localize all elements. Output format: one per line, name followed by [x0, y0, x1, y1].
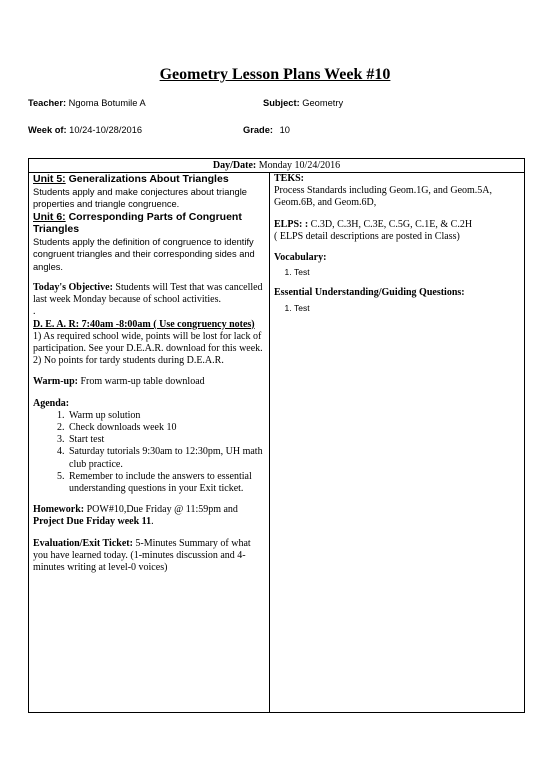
column-divider: [269, 172, 270, 712]
dear-heading: D. E. A. R: 7:40am -8:00am ( Use congruency notes): [33, 318, 255, 330]
objective-text: Students will Test that was cancelled last week Monday because of school activities.: [33, 282, 263, 306]
left-column: [33, 173, 267, 574]
subject-label: Subject:: [263, 98, 300, 108]
evaluation-text: 5-Minutes Summary of what you have learned today. (1-minutes discussion and 4-minutes writing at level-0 voices): [33, 537, 251, 574]
grade-field: [243, 125, 290, 135]
homework-label: Homework:: [33, 504, 85, 516]
objective: [33, 282, 267, 306]
warmup-text: From warm-up table download: [80, 376, 205, 388]
dot-line: .: [33, 306, 36, 318]
day-date-value: Monday 10/24/2016: [258, 160, 341, 171]
unit6-description: Students apply the definition of congruence to identify congruent triangles and their corresponding sides and angles.: [33, 236, 255, 272]
teacher-label: Teacher:: [28, 98, 67, 108]
essential-question-item: 1. Test: [294, 302, 522, 314]
essential-questions-list: [274, 302, 522, 314]
homework-end: .: [151, 516, 154, 528]
warmup: [33, 376, 267, 388]
agenda-item: 2. Check downloads week 10: [67, 422, 267, 434]
evaluation-label: Evaluation/Exit Ticket:: [33, 537, 133, 549]
teacher-field: [28, 98, 146, 108]
subject-field: [263, 98, 343, 108]
unit6-title: Corresponding Parts of Congruent Triangles: [33, 210, 242, 235]
agenda-item: 5. Remember to include the answers to essential understanding questions in your Exit ticket.: [67, 471, 267, 495]
dear-item-1: 1) As required school wide, points will be lost for lack of participation. See your D.E.A.R. download for this week.: [33, 330, 263, 355]
subject-value: Geometry: [302, 98, 344, 108]
dear-item-2: 2) No points for tardy students during D.E.A.R.: [33, 355, 224, 367]
day-date-label: Day/Date:: [212, 160, 257, 171]
grade-value: 10: [279, 125, 290, 135]
evaluation: [33, 538, 267, 575]
week-value: 10/24-10/28/2016: [69, 125, 143, 135]
teks-label: TEKS:: [274, 173, 305, 184]
homework: [33, 504, 267, 528]
agenda-item: 4. Saturday tutorials 9:30am to 12:30pm, UH math club practice.: [67, 446, 267, 470]
unit5-title: Generalizations About Triangles: [68, 173, 229, 185]
elps-label: ELPS: :: [274, 218, 309, 230]
homework-text: POW#10,Due Friday @ 11:59pm and: [86, 504, 238, 516]
unit5-label: Unit 5:: [33, 173, 66, 185]
vocabulary-list: [274, 266, 522, 278]
agenda-item: 3. Start test: [67, 434, 267, 446]
agenda-list: [33, 410, 267, 495]
page-title: Geometry Lesson Plans Week #10: [159, 66, 391, 83]
elps-note: ( ELPS detail descriptions are posted in Class): [274, 230, 460, 242]
grade-label: Grade:: [243, 125, 273, 135]
lesson-table: [28, 158, 525, 713]
vocabulary-item: 1. Test: [294, 266, 522, 278]
agenda-label: Agenda:: [33, 397, 70, 409]
unit5-heading: [33, 173, 267, 186]
teacher-value: Ngoma Botumile A: [68, 98, 146, 108]
objective-label: Today's Objective:: [33, 282, 113, 293]
teks-text: Process Standards including Geom.1G, and Geom.5A, Geom.6B, and Geom.6D,: [274, 185, 493, 209]
vocabulary-label: Vocabulary:: [274, 252, 327, 264]
right-column: [274, 173, 522, 314]
homework-project: Project Due Friday week 11: [33, 516, 152, 528]
day-date-header: [29, 159, 524, 173]
essential-questions-label: Essential Understanding/Guiding Questions:: [274, 287, 465, 299]
elps-text: C.3D, C.3H, C.3E, C.5G, C.1E, & C.2H: [310, 218, 473, 230]
warmup-label: Warm-up:: [33, 376, 78, 388]
week-label: Week of:: [28, 125, 67, 135]
unit6-heading: [33, 211, 267, 236]
elps: [274, 219, 522, 231]
unit6-label: Unit 6:: [33, 210, 66, 223]
agenda-item: 1. Warm up solution: [67, 410, 267, 422]
unit5-description: Students apply and make conjectures about triangle properties and triangle congruence.: [33, 186, 247, 209]
week-field: [28, 125, 142, 135]
